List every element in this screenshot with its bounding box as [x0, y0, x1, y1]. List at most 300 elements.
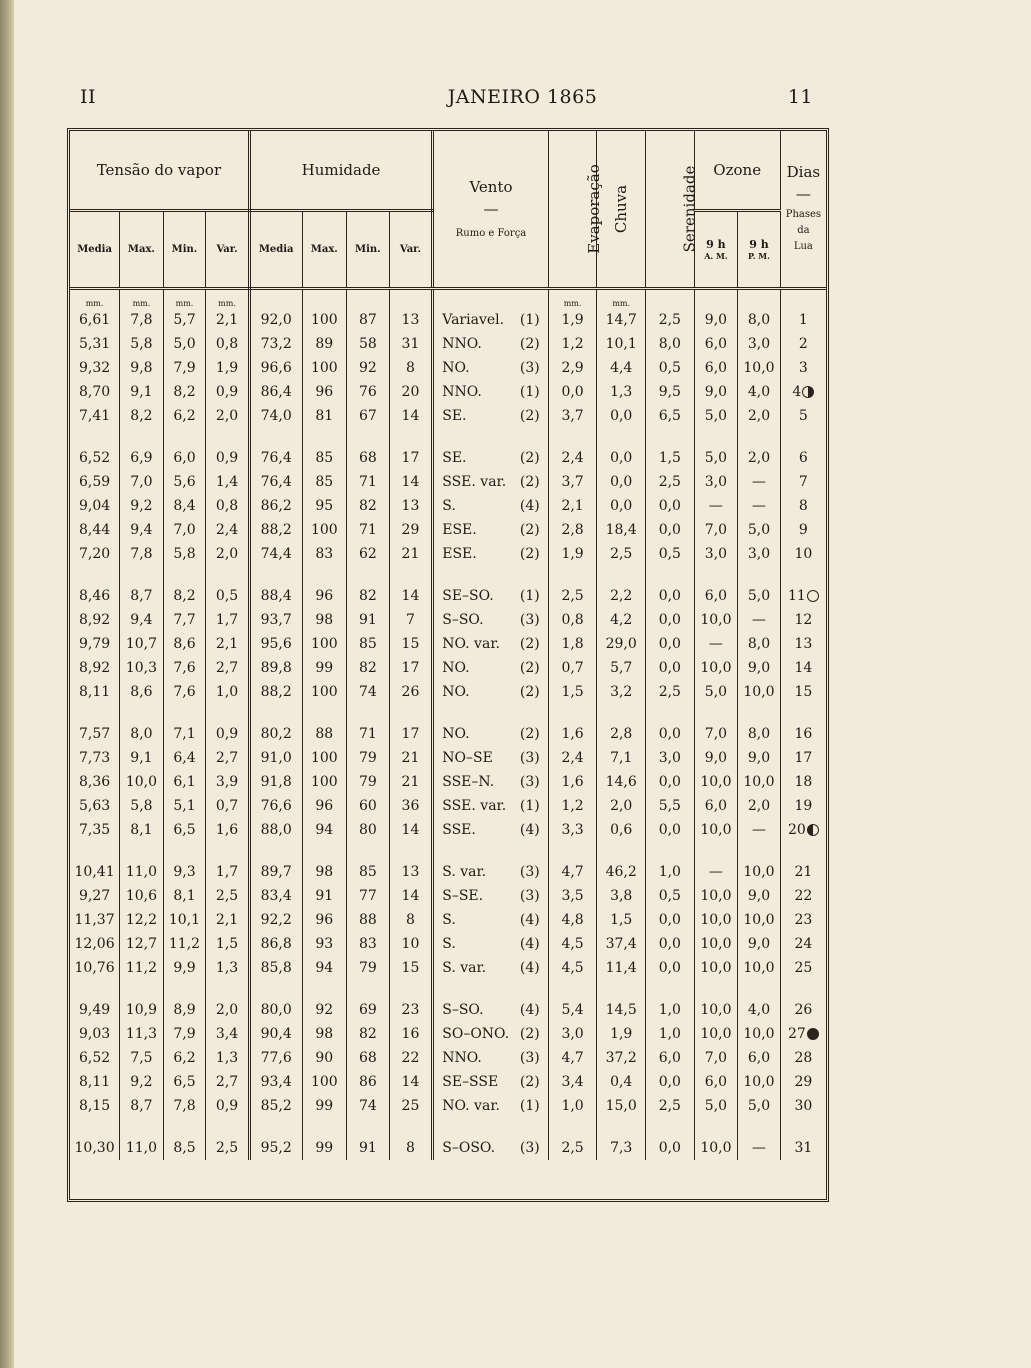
cell-ozone-am: 3,0 [694, 470, 738, 494]
cell-tensao-min: 6,5 [163, 1070, 206, 1094]
cell-evaporacao: 1,2 [548, 794, 597, 818]
wind-force: (3) [519, 1140, 540, 1156]
cell-tensao-min: 5,0 [163, 332, 206, 356]
wind-direction: NO. [442, 726, 470, 742]
cell-humidade-media: 92,0 [249, 308, 302, 332]
table-row [70, 722, 826, 746]
cell-humidade-max: 100 [302, 770, 347, 794]
cell-evaporacao: 1,6 [548, 770, 597, 794]
cell-chuva: 46,2 [597, 860, 646, 884]
cell-evaporacao: 1,9 [548, 308, 597, 332]
page-title: JANEIRO 1865 [447, 86, 598, 108]
cell-tensao-max: 9,1 [120, 746, 164, 770]
cell-ozone-pm: 8,0 [738, 632, 781, 656]
cell-ozone-am: 5,0 [694, 446, 738, 470]
cell-humidade-max: 83 [302, 542, 347, 566]
cell-humidade-min: 92 [347, 356, 390, 380]
cell-serenidade: 0,0 [646, 722, 695, 746]
cell-tensao-media: 6,61 [70, 308, 120, 332]
cell-tensao-min: 7,9 [163, 356, 206, 380]
ozone-am-hour: 9 h [706, 238, 726, 251]
cell-evaporacao: 2,8 [548, 518, 597, 542]
cell-tensao-max: 8,6 [120, 680, 164, 704]
cell-humidade-min: 82 [347, 494, 390, 518]
cell-dia [780, 1070, 826, 1094]
cell-dia [780, 794, 826, 818]
table-row [70, 656, 826, 680]
cell-humidade-min: 82 [347, 584, 390, 608]
header-serenidade [646, 131, 699, 289]
cell-chuva: 1,3 [597, 380, 646, 404]
cell-ozone-pm: — [738, 1136, 781, 1160]
cell-serenidade: 6,0 [646, 1046, 695, 1070]
day-number: 16 [794, 726, 813, 742]
cell-humidade-max: 88 [302, 722, 347, 746]
cell-chuva: 7,1 [597, 746, 646, 770]
day-number: 31 [794, 1140, 813, 1156]
cell-ozone-pm: 6,0 [738, 1046, 781, 1070]
chuva-label: Chuva [612, 184, 631, 234]
subheader-humidade-min: Min. [347, 211, 390, 289]
cell-humidade-media: 76,6 [249, 794, 302, 818]
wind-force: (2) [519, 546, 540, 562]
wind-direction: Variavel. [442, 312, 505, 328]
cell-tensao-media: 8,11 [70, 680, 120, 704]
table-row [70, 746, 826, 770]
unit-mm: mm. [597, 289, 646, 309]
cell-serenidade: 0,0 [646, 956, 695, 980]
cell-evaporacao: 2,1 [548, 494, 597, 518]
day-number: 14 [794, 660, 813, 676]
cell-humidade-var: 15 [389, 956, 433, 980]
header-evaporacao [548, 131, 603, 289]
cell-dia [780, 332, 826, 356]
cell-tensao-media: 8,11 [70, 1070, 120, 1094]
cell-tensao-var: 1,6 [206, 818, 250, 842]
cell-tensao-var: 2,7 [206, 1070, 250, 1094]
cell-tensao-max: 9,2 [120, 1070, 164, 1094]
cell-chuva: 4,2 [597, 608, 646, 632]
cell-humidade-var: 21 [389, 770, 433, 794]
cell-serenidade: 8,0 [646, 332, 695, 356]
cell-evaporacao: 5,4 [548, 998, 597, 1022]
cell-vento [433, 470, 549, 494]
cell-ozone-am: 5,0 [694, 680, 738, 704]
cell-tensao-min: 6,4 [163, 746, 206, 770]
cell-ozone-pm: 5,0 [738, 518, 781, 542]
cell-vento [433, 680, 549, 704]
day-number: 15 [794, 684, 813, 700]
wind-force: (1) [519, 312, 540, 328]
cell-vento [433, 722, 549, 746]
cell-tensao-var: 2,1 [206, 308, 250, 332]
cell-tensao-var: 2,7 [206, 656, 250, 680]
cell-tensao-media: 6,52 [70, 1046, 120, 1070]
cell-ozone-am: 10,0 [694, 884, 738, 908]
cell-dia [780, 308, 826, 332]
cell-humidade-var: 13 [389, 494, 433, 518]
cell-humidade-max: 99 [302, 656, 347, 680]
phases-label: Phases [785, 209, 822, 220]
cell-tensao-min: 10,1 [163, 908, 206, 932]
cell-vento [433, 956, 549, 980]
wind-direction: SSE. var. [442, 474, 507, 490]
cell-ozone-am: 9,0 [694, 308, 738, 332]
group-spacer-row [70, 980, 826, 998]
cell-dia [780, 380, 826, 404]
cell-ozone-pm: 4,0 [738, 998, 781, 1022]
subheader-ozone-9h-am [694, 211, 738, 289]
cell-chuva: 5,7 [597, 656, 646, 680]
cell-tensao-min: 9,9 [163, 956, 206, 980]
wind-direction: S. var. [442, 864, 487, 880]
table-row [70, 908, 826, 932]
cell-tensao-min: 8,6 [163, 632, 206, 656]
cell-chuva: 7,3 [597, 1136, 646, 1160]
cell-evaporacao: 4,5 [548, 956, 597, 980]
cell-ozone-am: — [694, 860, 738, 884]
cell-humidade-min: 87 [347, 308, 390, 332]
cell-evaporacao: 1,9 [548, 542, 597, 566]
cell-serenidade: 2,5 [646, 1094, 695, 1118]
wind-force: (3) [519, 774, 540, 790]
cell-dia [780, 680, 826, 704]
evaporacao-label: Evaporação [584, 164, 603, 254]
cell-serenidade: 6,5 [646, 404, 695, 428]
cell-humidade-max: 100 [302, 632, 347, 656]
cell-vento [433, 1022, 549, 1046]
table-row [70, 770, 826, 794]
cell-tensao-media: 6,59 [70, 470, 120, 494]
cell-evaporacao: 1,0 [548, 1094, 597, 1118]
cell-chuva: 0,6 [597, 818, 646, 842]
cell-tensao-media: 7,73 [70, 746, 120, 770]
table-row [70, 584, 826, 608]
cell-humidade-var: 14 [389, 470, 433, 494]
cell-ozone-pm: 8,0 [738, 308, 781, 332]
table-row [70, 632, 826, 656]
cell-ozone-am: 10,0 [694, 656, 738, 680]
cell-ozone-pm: — [738, 818, 781, 842]
cell-dia [780, 770, 826, 794]
cell-evaporacao: 2,5 [548, 1136, 597, 1160]
cell-tensao-max: 5,8 [120, 332, 164, 356]
cell-evaporacao: 2,4 [548, 746, 597, 770]
cell-ozone-am: 7,0 [694, 518, 738, 542]
cell-chuva: 14,6 [597, 770, 646, 794]
cell-tensao-max: 9,8 [120, 356, 164, 380]
table-row [70, 884, 826, 908]
cell-tensao-media: 9,49 [70, 998, 120, 1022]
cell-humidade-max: 85 [302, 470, 347, 494]
day-number: 12 [794, 612, 813, 628]
cell-humidade-media: 95,2 [249, 1136, 302, 1160]
cell-humidade-media: 93,4 [249, 1070, 302, 1094]
cell-serenidade: 1,0 [646, 1022, 695, 1046]
wind-direction: SE. [442, 450, 467, 466]
cell-evaporacao: 4,7 [548, 860, 597, 884]
cell-dia [780, 932, 826, 956]
wind-force: (3) [519, 864, 540, 880]
cell-humidade-min: 86 [347, 1070, 390, 1094]
cell-humidade-min: 91 [347, 608, 390, 632]
day-number: 3 [798, 360, 808, 376]
table-row [70, 542, 826, 566]
cell-humidade-min: 77 [347, 884, 390, 908]
cell-dia [780, 1046, 826, 1070]
day-number: 30 [794, 1098, 813, 1114]
cell-humidade-media: 80,0 [249, 998, 302, 1022]
cell-ozone-pm: 5,0 [738, 1094, 781, 1118]
cell-humidade-var: 25 [389, 1094, 433, 1118]
wind-force: (2) [519, 660, 540, 676]
cell-humidade-max: 99 [302, 1094, 347, 1118]
subheader-tensao-min: Min. [163, 211, 206, 289]
cell-ozone-pm: 4,0 [738, 380, 781, 404]
cell-chuva: 0,0 [597, 404, 646, 428]
cell-ozone-pm: 10,0 [738, 356, 781, 380]
cell-tensao-max: 7,5 [120, 1046, 164, 1070]
cell-ozone-pm: 2,0 [738, 446, 781, 470]
cell-humidade-media: 88,2 [249, 680, 302, 704]
cell-tensao-var: 3,9 [206, 770, 250, 794]
cell-vento [433, 404, 549, 428]
cell-ozone-am: 10,0 [694, 908, 738, 932]
day-number: 1 [798, 312, 808, 328]
cell-ozone-am: 6,0 [694, 584, 738, 608]
wind-force: (2) [519, 726, 540, 742]
cell-humidade-max: 100 [302, 518, 347, 542]
wind-direction: SE–SSE [442, 1074, 499, 1090]
cell-ozone-pm: 10,0 [738, 680, 781, 704]
wind-force: (2) [519, 1026, 540, 1042]
cell-serenidade: 0,0 [646, 608, 695, 632]
cell-humidade-min: 82 [347, 1022, 390, 1046]
cell-humidade-min: 79 [347, 770, 390, 794]
cell-tensao-var: 0,7 [206, 794, 250, 818]
cell-humidade-var: 20 [389, 380, 433, 404]
cell-dia [780, 908, 826, 932]
cell-humidade-media: 86,4 [249, 380, 302, 404]
cell-humidade-max: 81 [302, 404, 347, 428]
cell-tensao-min: 5,7 [163, 308, 206, 332]
cell-dia [780, 542, 826, 566]
header-tensao-do-vapor: Tensão do vapor [70, 131, 249, 211]
cell-vento [433, 446, 549, 470]
cell-tensao-min: 7,9 [163, 1022, 206, 1046]
day-number: 29 [794, 1074, 813, 1090]
cell-humidade-max: 99 [302, 1136, 347, 1160]
cell-chuva: 15,0 [597, 1094, 646, 1118]
day-number: 5 [798, 408, 808, 424]
cell-humidade-max: 94 [302, 818, 347, 842]
cell-ozone-am: 10,0 [694, 818, 738, 842]
cell-serenidade: 0,0 [646, 584, 695, 608]
cell-serenidade: 0,0 [646, 932, 695, 956]
cell-tensao-max: 10,9 [120, 998, 164, 1022]
cell-ozone-pm: 10,0 [738, 860, 781, 884]
cell-humidade-max: 94 [302, 956, 347, 980]
wind-force: (2) [519, 408, 540, 424]
cell-evaporacao: 2,4 [548, 446, 597, 470]
cell-dia [780, 404, 826, 428]
units-row [70, 289, 826, 309]
cell-tensao-var: 0,8 [206, 332, 250, 356]
cell-tensao-var: 1,3 [206, 1046, 250, 1070]
cell-evaporacao: 3,3 [548, 818, 597, 842]
cell-humidade-max: 100 [302, 746, 347, 770]
cell-tensao-max: 8,7 [120, 584, 164, 608]
cell-vento [433, 884, 549, 908]
cell-serenidade: 1,0 [646, 998, 695, 1022]
cell-humidade-media: 91,8 [249, 770, 302, 794]
cell-tensao-var: 2,5 [206, 884, 250, 908]
day-number: 9 [798, 522, 808, 538]
cell-tensao-media: 9,03 [70, 1022, 120, 1046]
cell-tensao-var: 1,4 [206, 470, 250, 494]
unit-mm: mm. [206, 289, 250, 309]
wind-force: (1) [519, 588, 540, 604]
da-label: da [797, 225, 810, 236]
day-number: 7 [798, 474, 808, 490]
cell-humidade-max: 96 [302, 380, 347, 404]
unit-mm: mm. [120, 289, 164, 309]
table-row [70, 494, 826, 518]
wind-force: (1) [519, 384, 540, 400]
cell-serenidade: 0,0 [646, 770, 695, 794]
cell-evaporacao: 0,8 [548, 608, 597, 632]
cell-humidade-max: 98 [302, 860, 347, 884]
cell-dia [780, 584, 826, 608]
cell-humidade-media: 76,4 [249, 446, 302, 470]
cell-serenidade: 0,0 [646, 1070, 695, 1094]
cell-ozone-pm: — [738, 470, 781, 494]
table-row [70, 1070, 826, 1094]
serenidade-label: Serenidade [680, 165, 699, 253]
cell-dia [780, 818, 826, 842]
moon-phase-last-icon [807, 824, 819, 836]
cell-tensao-var: 0,9 [206, 1094, 250, 1118]
cell-humidade-var: 15 [389, 632, 433, 656]
cell-vento [433, 860, 549, 884]
cell-tensao-media: 8,70 [70, 380, 120, 404]
cell-serenidade: 3,0 [646, 746, 695, 770]
cell-humidade-max: 100 [302, 1070, 347, 1094]
cell-vento [433, 1136, 549, 1160]
cell-humidade-var: 21 [389, 542, 433, 566]
cell-tensao-min: 6,0 [163, 446, 206, 470]
vento-rumo-e-forca: Rumo e Força [455, 228, 527, 239]
cell-humidade-min: 85 [347, 632, 390, 656]
cell-humidade-media: 74,0 [249, 404, 302, 428]
table-row [70, 1022, 826, 1046]
cell-humidade-min: 91 [347, 1136, 390, 1160]
cell-humidade-min: 74 [347, 680, 390, 704]
cell-humidade-media: 88,4 [249, 584, 302, 608]
cell-evaporacao: 1,8 [548, 632, 597, 656]
wind-force: (2) [519, 684, 540, 700]
ozone-pm-label: P. M. [748, 251, 770, 261]
group-spacer-row [70, 428, 826, 446]
wind-direction: S–SE. [442, 888, 484, 904]
moon-phase-first-icon [802, 386, 814, 398]
cell-humidade-media: 91,0 [249, 746, 302, 770]
cell-ozone-pm: 2,0 [738, 404, 781, 428]
cell-tensao-max: 11,2 [120, 956, 164, 980]
table-row [70, 956, 826, 980]
cell-tensao-var: 1,5 [206, 932, 250, 956]
table-row [70, 794, 826, 818]
cell-chuva: 2,2 [597, 584, 646, 608]
table-row [70, 356, 826, 380]
wind-force: (2) [519, 1074, 540, 1090]
cell-ozone-am: 6,0 [694, 356, 738, 380]
cell-vento [433, 632, 549, 656]
cell-humidade-max: 100 [302, 308, 347, 332]
cell-evaporacao: 0,7 [548, 656, 597, 680]
cell-serenidade: 2,5 [646, 470, 695, 494]
table-row [70, 998, 826, 1022]
cell-humidade-var: 16 [389, 1022, 433, 1046]
cell-evaporacao: 3,7 [548, 470, 597, 494]
wind-force: (4) [519, 912, 540, 928]
cell-evaporacao: 3,7 [548, 404, 597, 428]
subheader-tensao-media: Media [70, 211, 120, 289]
page-section-numeral: II [80, 86, 97, 108]
group-spacer-row [70, 1118, 826, 1136]
cell-tensao-max: 11,3 [120, 1022, 164, 1046]
cell-humidade-media: 92,2 [249, 908, 302, 932]
cell-humidade-var: 8 [389, 908, 433, 932]
cell-ozone-am: 7,0 [694, 1046, 738, 1070]
table-row [70, 404, 826, 428]
cell-serenidade: 0,5 [646, 884, 695, 908]
book-spine-shadow [0, 0, 14, 1368]
cell-vento [433, 932, 549, 956]
cell-serenidade: 0,5 [646, 356, 695, 380]
header-humidade: Humidade [249, 131, 432, 211]
table-row [70, 308, 826, 332]
day-number: 20 [787, 822, 806, 838]
cell-ozone-am: 9,0 [694, 746, 738, 770]
group-spacer-row [70, 566, 826, 584]
wind-force: (3) [519, 888, 540, 904]
day-number: 17 [794, 750, 813, 766]
vento-dash: — [483, 200, 499, 218]
cell-chuva: 2,5 [597, 542, 646, 566]
cell-chuva: 18,4 [597, 518, 646, 542]
cell-vento [433, 332, 549, 356]
cell-tensao-var: 2,1 [206, 908, 250, 932]
cell-serenidade: 2,5 [646, 308, 695, 332]
cell-tensao-max: 9,4 [120, 518, 164, 542]
wind-direction: NO–SE [442, 750, 493, 766]
cell-evaporacao: 4,7 [548, 1046, 597, 1070]
cell-evaporacao: 3,4 [548, 1070, 597, 1094]
cell-dia [780, 656, 826, 680]
cell-humidade-media: 96,6 [249, 356, 302, 380]
cell-dia [780, 356, 826, 380]
cell-humidade-min: 83 [347, 932, 390, 956]
cell-serenidade: 0,0 [646, 908, 695, 932]
cell-tensao-media: 10,76 [70, 956, 120, 980]
cell-tensao-min: 6,1 [163, 770, 206, 794]
cell-humidade-var: 21 [389, 746, 433, 770]
subheader-humidade-max: Max. [302, 211, 347, 289]
cell-humidade-media: 95,6 [249, 632, 302, 656]
cell-tensao-media: 8,46 [70, 584, 120, 608]
cell-serenidade: 0,0 [646, 1136, 695, 1160]
